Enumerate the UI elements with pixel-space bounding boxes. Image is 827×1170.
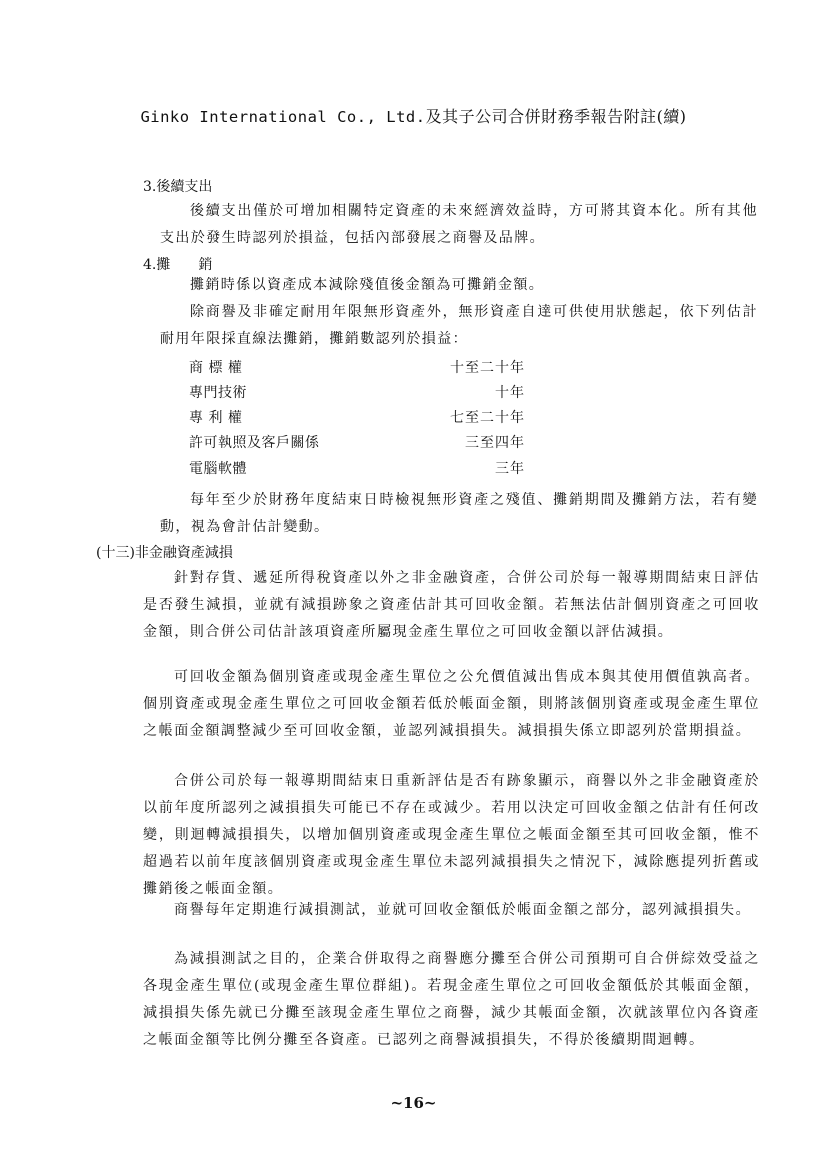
table-cell-item: 許可執照及客戶關係 <box>189 435 320 451</box>
table-row <box>189 357 525 377</box>
page-number: ~16~ <box>390 1094 437 1112</box>
section-4-heading: 4.攤 銷 <box>143 257 213 273</box>
section-4-paragraph-2: 除商譽及非確定耐用年限無形資產外，無形資產自達可供使用狀態起，依下列估計耐用年限採直線法攤銷，攤銷數認列於損益： <box>160 304 758 347</box>
section-13-paragraph: 合併公司於每一報導期間結束日重新評估是否有跡象顯示，商譽以外之非金融資產於以前年度所認列之減損損失可能已不存在或減少。若用以決定可回收金額之估計有任何改變，則迴轉減損損失，以增加個別資產或現金產生單位之帳面金額至其可回收金額，惟不超過若以前年度該個別資產或現金產生單位未認列減損損失之情況下，減除應提列折舊或攤銷後之帳面金額。 <box>143 773 760 897</box>
section-4-paragraph-1: 攤銷時係以資產成本減除殘值後金額為可攤銷金額。 <box>190 277 545 293</box>
table-cell-years: 十年 <box>495 385 525 401</box>
section-4-paragraph-3: 每年至少於財務年度結束日時檢視無形資產之殘值、攤銷期間及攤銷方法，若有變動，視為會計估計變動。 <box>160 492 758 535</box>
table-cell-years: 七至二十年 <box>450 410 525 426</box>
header-title: 及其子公司合併財務季報告附註(續) <box>425 107 687 126</box>
page-header <box>0 104 827 127</box>
table-row <box>189 432 525 452</box>
table-cell-item: 商 標 權 <box>189 360 243 376</box>
table-row <box>189 382 525 402</box>
section-3-heading: 3.後續支出 <box>143 179 213 195</box>
section-13-paragraph: 為減損測試之目的，企業合併取得之商譽應分攤至合併公司預期可自合併綜效受益之各現金產生單位(或現金產生單位群組)。若現金產生單位之可回收金額低於其帳面金額，減損損失係先就已分攤至該現金產生單位之商譽，減少其帳面金額，次就該單位內各資產之帳面金額等比例分攤至各資產。已認列之商譽減損損失，不得於後續期間迴轉。 <box>143 951 760 1048</box>
table-cell-item: 專門技術 <box>189 385 247 401</box>
table-row <box>189 407 525 427</box>
section-13-paragraph: 商譽每年定期進行減損測試，並就可回收金額低於帳面金額之部分，認列減損損失。 <box>174 902 752 918</box>
section-3-paragraph: 後續支出僅於可增加相關特定資產的未來經濟效益時，方可將其資本化。所有其他支出於發生時認列於損益，包括內部發展之商譽及品牌。 <box>160 203 758 246</box>
table-row <box>189 458 525 478</box>
table-cell-item: 專 利 權 <box>189 410 243 426</box>
table-cell-years: 十至二十年 <box>450 360 525 376</box>
section-13-paragraph: 可回收金額為個別資產或現金產生單位之公允價值減出售成本與其使用價值孰高者。個別資產或現金產生單位之可回收金額若低於帳面金額，則將該個別資產或現金產生單位之帳面金額調整減少至可回收金額，並認列減損損失。減損損失係立即認列於當期損益。 <box>143 669 760 739</box>
table-cell-years: 三年 <box>495 461 525 477</box>
table-cell-item: 電腦軟體 <box>189 461 247 477</box>
header-company-name: Ginko International Co., Ltd. <box>140 108 426 126</box>
section-13-heading: (十三)非金融資產減損 <box>96 545 233 561</box>
table-cell-years: 三至四年 <box>465 435 525 451</box>
section-13-paragraph: 針對存貨、遞延所得稅資產以外之非金融資產，合併公司於每一報導期間結束日評估是否發生減損，並就有減損跡象之資產估計其可回收金額。若無法估計個別資產之可回收金額，則合併公司估計該項資產所屬現金產生單位之可回收金額以評估減損。 <box>143 570 760 640</box>
